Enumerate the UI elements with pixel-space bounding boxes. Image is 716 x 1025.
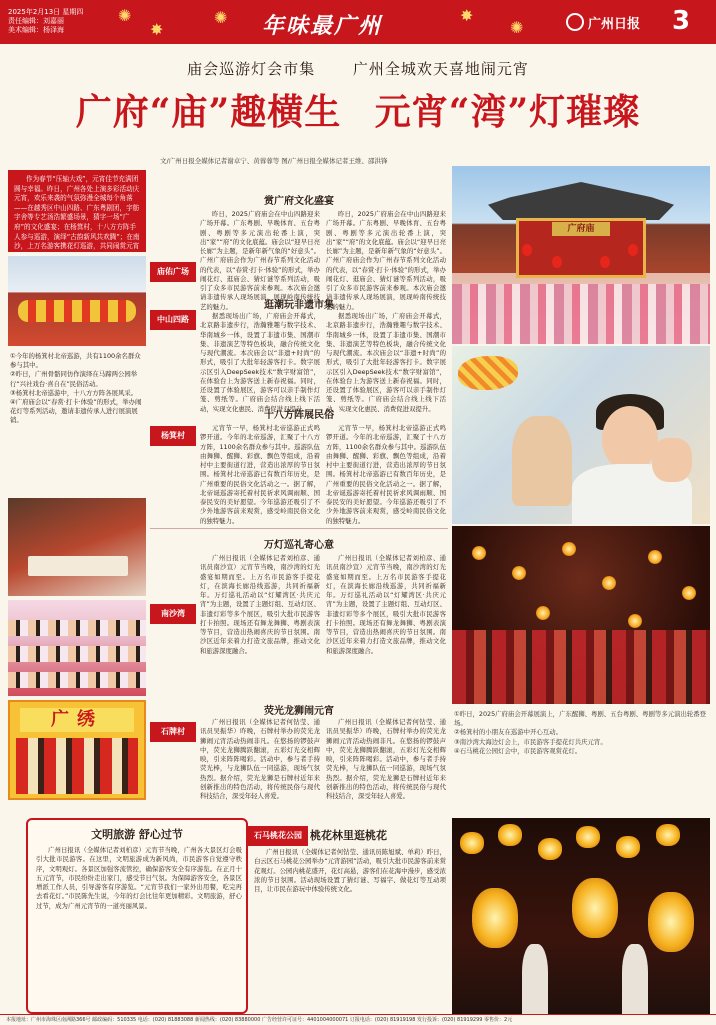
performers-shape — [452, 284, 710, 344]
lantern-glow — [472, 546, 486, 560]
caption-item: ④石马桃花公园灯会中，市民游客观赏花灯。 — [454, 746, 582, 755]
headline-kicker — [0, 58, 716, 79]
firework-icon: ✺ — [510, 18, 524, 37]
lantern-festival-photo — [452, 818, 710, 1014]
section-text: 昨日，2025广府庙会在中山四路迎来广场开幕。广东粤剧、早晚体育、五台粤剧、粤剧等多元演出轮番上演，突出“家”“府”的文化底蕴。庙会以“迎早日亮长廊”为主题，是新年新气象的“好意头”。广州广府庙会作为广州春节系列文化活动的代表，以“春赏·打卡·体验”的形式，举办闹花灯、逛庙会、猜灯谜等系列活动，吸引了众多市民游客前来参观。本次庙会邀请非遗传承人现场展演，展现岭南传统技艺的魅力。 — [200, 210, 320, 311]
location-tag: 石马桃花公园 — [248, 826, 308, 846]
firework-icon: ✸ — [460, 6, 474, 25]
section-title: 逛潮玩非遗市集 — [264, 300, 334, 311]
page-number: 3 — [672, 6, 691, 36]
lantern-glow — [536, 606, 550, 620]
logo-mark-icon — [566, 13, 584, 31]
editor-credit: 责任编辑：刘嘉丽 — [8, 17, 64, 25]
lantern-icon — [552, 256, 562, 268]
lantern-icon — [648, 892, 694, 952]
lantern-icon — [498, 824, 522, 846]
paper-logo — [566, 12, 666, 34]
headline-left: 广府“庙”趣横生 — [75, 91, 342, 133]
designer-credit: 美术编辑：杨泽海 — [8, 26, 64, 34]
temple-fair-gate-photo — [452, 166, 710, 344]
caption-item: ②昨日，广州骨骼同仿作演绎在马蹄两公园举行“兴社戏台·喜自在”民俗活动。 — [10, 370, 138, 388]
byline: 文/广州日报全媒体记者谢卓宁、黄蓉蓉等 图/广州日报全媒体记者王维、邵洪锋 — [160, 157, 388, 165]
temple-fair-stall-photo — [8, 498, 146, 596]
intro-box: 作为春节“压轴大戏”，元宵佳节充满团圆与幸福。昨日，广州各处上演多彩活动庆元宵，欢乐来袭的气氛弥漫全城每个角落——在越秀区中山四路、广东粤剧团，宇舫宇舍等专艺汤浩繁盛场景，猜字一场“广府”的文化盛宴；在杨箕村，十八方方阵手人参与巡游，演绎“古韵新风共欢腾”；在南沙，上万名游客携花灯巡游，共同闹赏元宵 — [8, 170, 146, 252]
visitor-shape — [522, 944, 548, 1014]
section-text: 广州日报讯（全媒体记者刘柏彦、通讯员南沙宣）元宵节当晚，南沙湾的灯光盛宴如期而至。上万名市民游客手提花灯，在滨海长廊沿线巡游，共同祈福新年。万灯巡礼活动以“灯耀湾区·共庆元宵”为主题，设置了主题灯组、互动灯区、非遗灯彩等多个展区，吸引大批市民游客打卡拍照。现场还有舞龙舞狮、粤剧表演等节目，营造出热闹喜庆的节日氛围。南沙区近年来着力打造文旅品牌，推动文化和旅游深度融合。 — [200, 554, 320, 655]
section-text: 据悉现场出广场，广府庙会开幕式，北京路非遗步行，浩瀚雅趣与数字技术、华南城乡一体，设置了非遗市集、国潮市集、非遗演艺等特色板块，融合传统文化与现代潮流。本次庙会以“非遗+时尚”的形式，吸引了大批年轻游客打卡。数字展示区引入DeepSeek技术“数字财富馆”，在体验台上为游客送上新春祝福。同时，还设置了体验展区，游客可以亲手制作灯笼、剪纸等。广府庙会结合线上线下活动，实现文化惠民、消费促进双提升。 — [200, 312, 320, 413]
location-tag: 中山四路 — [150, 310, 196, 330]
section-text-cont: 广州日报讯（全媒体记者刘柏彦、通讯员南沙宣）元宵节当晚，南沙湾的灯光盛宴如期而至。上万名市民游客手提花灯，在滨海长廊沿线巡游，共同祈福新年。万灯巡礼活动以“灯耀湾区·共庆元宵”为主题，设置了主题灯组、互动灯区、非遗灯彩等多个展区，吸引大批市民游客打卡拍照。现场还有舞龙舞狮、粤剧表演等节目，营造出热闹喜庆的节日氛围。南沙区近年来着力打造文旅品牌，推动文化和旅游深度融合。 — [326, 554, 446, 655]
firework-icon: ✺ — [214, 8, 228, 27]
caption-item: ①昨日，2025广府庙会开幕展演上，广东醒狮、粤剧、五台粤剧、粤剧等多元演出轮番登场。 — [454, 710, 707, 728]
child-performer-photo — [452, 346, 710, 524]
lantern-icon — [600, 256, 610, 268]
caption-item: ③南沙湾大海边灯会上，市民游客手提花灯共庆元宵。 — [454, 737, 607, 746]
section-text-cont: 广州日报讯（全媒体记者何钻莹、通讯员吴振华）昨晚，石牌村举办的荧光龙狮闹元宵活动热闹非凡。在悠扬的锣鼓声中，荧光龙狮腾跃翻滚，五彩灯光交相辉映，引来阵阵喝彩。活动中，参与者手持荧光棒，与龙狮队伍一同巡游，现场气氛热烈。据介绍，荧光龙狮是石牌村近年来创新推出的特色活动，将传统民俗与现代科技结合，深受年轻人喜爱。 — [326, 718, 446, 800]
crowd-row — [8, 646, 146, 662]
visitor-shape — [622, 944, 648, 1014]
crowd-row — [8, 672, 146, 688]
kicker-right: 广州全城欢天喜地闹元宵 — [352, 60, 529, 78]
lantern-icon — [460, 832, 484, 854]
section-divider — [150, 528, 448, 529]
page-headline — [0, 84, 716, 135]
location-tag: 杨箕村 — [150, 426, 196, 446]
parade-crowd-photo — [8, 600, 146, 696]
section-text: 元宵节一早，杨箕村北帝巡游正式鸣锣开道。今年的北帝巡游，汇聚了十八方方阵，1100余名群众参与其中。巡游队伍由舞狮、醒狮、彩旗、飘色等组成，沿着村中主要街道行进，营造出浓厚的节日氛围。杨箕村北帝巡游已有数百年历史，是广州重要的民俗文化活动之一。据了解，北帝诞巡游寄托着村民祈求风调雨顺、国泰民安的美好愿望。今年巡游还吸引了不少外地游客前来观赏，感受岭南民俗文化的独特魅力。 — [200, 424, 320, 525]
lantern-glow — [512, 566, 526, 580]
lantern-glow — [648, 550, 662, 564]
dragon-parade-photo — [8, 256, 146, 346]
right-captions — [454, 710, 708, 756]
lantern-icon — [572, 878, 618, 938]
lantern-glow — [562, 542, 576, 556]
section-title: 荧光龙狮闹元宵 — [264, 706, 334, 717]
lantern-icon — [472, 888, 518, 948]
lantern-icon — [522, 244, 532, 256]
fish-lantern-shape — [458, 356, 518, 390]
table-shape — [28, 556, 128, 576]
caption-item: ②杨箕村的小朋友在巡游中开心互动。 — [454, 728, 562, 737]
dragon-shape — [18, 300, 136, 322]
kicker-left: 庙会巡游灯会市集 — [187, 60, 316, 78]
lantern-icon — [656, 824, 680, 846]
section-title: 万灯巡礼寄心意 — [264, 540, 334, 551]
gate-roof-shape — [488, 182, 674, 220]
guangxiu-stall-photo — [8, 700, 146, 800]
hand-shape — [652, 438, 692, 482]
article-title: 文明旅游 舒心过节 — [91, 828, 183, 841]
masthead — [0, 0, 716, 44]
column-title: 年味最广州 — [262, 13, 383, 39]
caption-item: ④广府庙会以“春赏·打卡·体验”的形式，举办闹花灯等系列活动，邀请非遗传承人进行展演展销。 — [10, 398, 142, 425]
lantern-icon — [576, 826, 600, 848]
gate-plaque: 广府庙 — [552, 222, 610, 236]
crowd-row — [8, 620, 146, 636]
section-text-cont: 元宵节一早，杨箕村北帝巡游正式鸣锣开道。今年的北帝巡游，汇聚了十八方方阵，1100余名群众参与其中。巡游队伍由舞狮、醒狮、彩旗、飘色等组成，沿着村中主要街道行进，营造出浓厚的节日氛围。杨箕村北帝巡游已有数百年历史，是广州重要的民俗文化活动之一。据了解，北帝诞巡游寄托着村民祈求风调雨顺、国泰民安的美好愿望。今年巡游还吸引了不少外地游客前来观赏，感受岭南民俗文化的独特魅力。 — [326, 424, 446, 525]
lantern-icon — [628, 244, 638, 256]
headline-right: 元宵“湾”灯璀璨 — [374, 91, 641, 133]
article-text: 广州日报讯（全媒体记者刘柏彦）元宵节当晚，广州各大景区灯会吸引大批市民游客。在这里，文明旅游成为新风尚，市民游客自觉遵守秩序，文明观灯。各景区加强客流管控，确保游客安全有序游览。在正月十五元宵节，市民纷纷走出家门，感受节日气氛。为保障游客安全，各景区增派工作人员，引导游客有序游览。“元宵节我们一家外出用餐，吃完再去看花灯。”市民陈先生说，今年的灯会比往年更加精彩。文明旅游，舒心过节，成为广州元宵节的一道亮丽风景。 — [36, 846, 242, 910]
firework-icon: ✺ — [118, 6, 132, 25]
masthead-meta — [8, 8, 83, 35]
location-tag: 石牌村 — [150, 722, 196, 742]
lantern-icon — [616, 836, 640, 858]
section-title: 桃花林里逛桃花 — [310, 829, 387, 842]
lantern-icon — [538, 838, 562, 860]
paper-name: 广州日报 — [588, 17, 641, 32]
caption-item: ①今年的杨箕村北帝巡游，共有1100余名群众参与其中。 — [10, 352, 141, 370]
lantern-parade-photo — [452, 526, 710, 704]
footer-info: 本报地址：广州市海珠区南洲路366号 邮政编码：510335 电话：(020) 81883088 新闻热线：(020) 83880000 广告经营许可证号：4401004000071 订报电话：(020) 81919198 发行投诉：(020) 81919299 零售价：2元 — [0, 1014, 716, 1024]
section-text-cont: 据悉现场出广场，广府庙会开幕式，北京路非遗步行，浩瀚雅趣与数字技术、华南城乡一体，设置了非遗市集、国潮市集、非遗演艺等特色板块，融合传统文化与现代潮流。本次庙会以“非遗+时尚”的形式，吸引了大批年轻游客打卡。数字展示区引入DeepSeek技术“数字财富馆”，在体验台上为游客送上新春祝福。同时，还设置了体验展区，游客可以亲手制作灯笼、剪纸等。广府庙会结合线上线下活动，实现文化惠民、消费促进双提升。 — [326, 312, 446, 413]
location-tag: 南沙湾 — [150, 604, 196, 624]
crowd-shape — [452, 630, 710, 704]
child-shape — [512, 416, 572, 506]
caption-item: ③杨箕村北帝巡游中，十八方方阵各展风采。 — [10, 388, 138, 397]
section-text: 广州日报讯（全媒体记者何钻莹、通讯员吴振华）昨晚，石牌村举办的荧光龙狮闹元宵活动热闹非凡。在悠扬的锣鼓声中，荧光龙狮腾跃翻滚，五彩灯光交相辉映，引来阵阵喝彩。活动中，参与者手持荧光棒，与龙狮队伍一同巡游，现场气氛热烈。据介绍，荧光龙狮是石牌村近年来创新推出的特色活动，将传统民俗与现代科技结合，深受年轻人喜爱。 — [200, 718, 320, 800]
location-tag: 庙佑广场 — [150, 262, 196, 282]
left-captions — [10, 352, 146, 426]
section-text-cont: 昨日，2025广府庙会在中山四路迎来广场开幕。广东粤剧、早晚体育、五台粤剧、粤剧等多元演出轮番上演，突出“家”“府”的文化底蕴。庙会以“迎早日亮长廊”为主题，是新年新气象的“好意头”。广州广府庙会作为广州春节系列文化活动的代表，以“春赏·打卡·体验”的形式，举办闹花灯、逛庙会、猜灯谜等系列活动，吸引了众多市民游客前来参观。本次庙会邀请非遗传承人现场展演，展现岭南传统技艺的魅力。 — [326, 210, 446, 311]
issue-date: 2025年2月13日 星期四 — [8, 8, 84, 16]
stall-shape — [16, 738, 138, 794]
stall-banner: 广绣 — [20, 708, 134, 732]
section-text: 广州日报讯（全媒体记者何钻莹、通讯员陈旭斌、单莉）昨日，白云区石马桃花公园举办“元宵游园”活动，吸引大批市民游客前来赏花观灯。公园内桃花盛开，花灯高悬，游客们在花海中漫步，感受浓浓的节日氛围。活动现场设置了猜灯谜、写福字、做花灯等互动项目，让市民在游玩中体验传统文化。 — [254, 848, 446, 893]
lantern-glow — [682, 586, 696, 600]
face-shape — [602, 406, 658, 472]
civilized-travel-article — [26, 818, 248, 1014]
firework-icon: ✸ — [150, 20, 164, 39]
section-title: 赏广府文化盛宴 — [264, 196, 334, 207]
lantern-glow — [628, 614, 642, 628]
section-title: 十八方阵展民俗 — [264, 410, 334, 421]
lantern-glow — [602, 576, 616, 590]
